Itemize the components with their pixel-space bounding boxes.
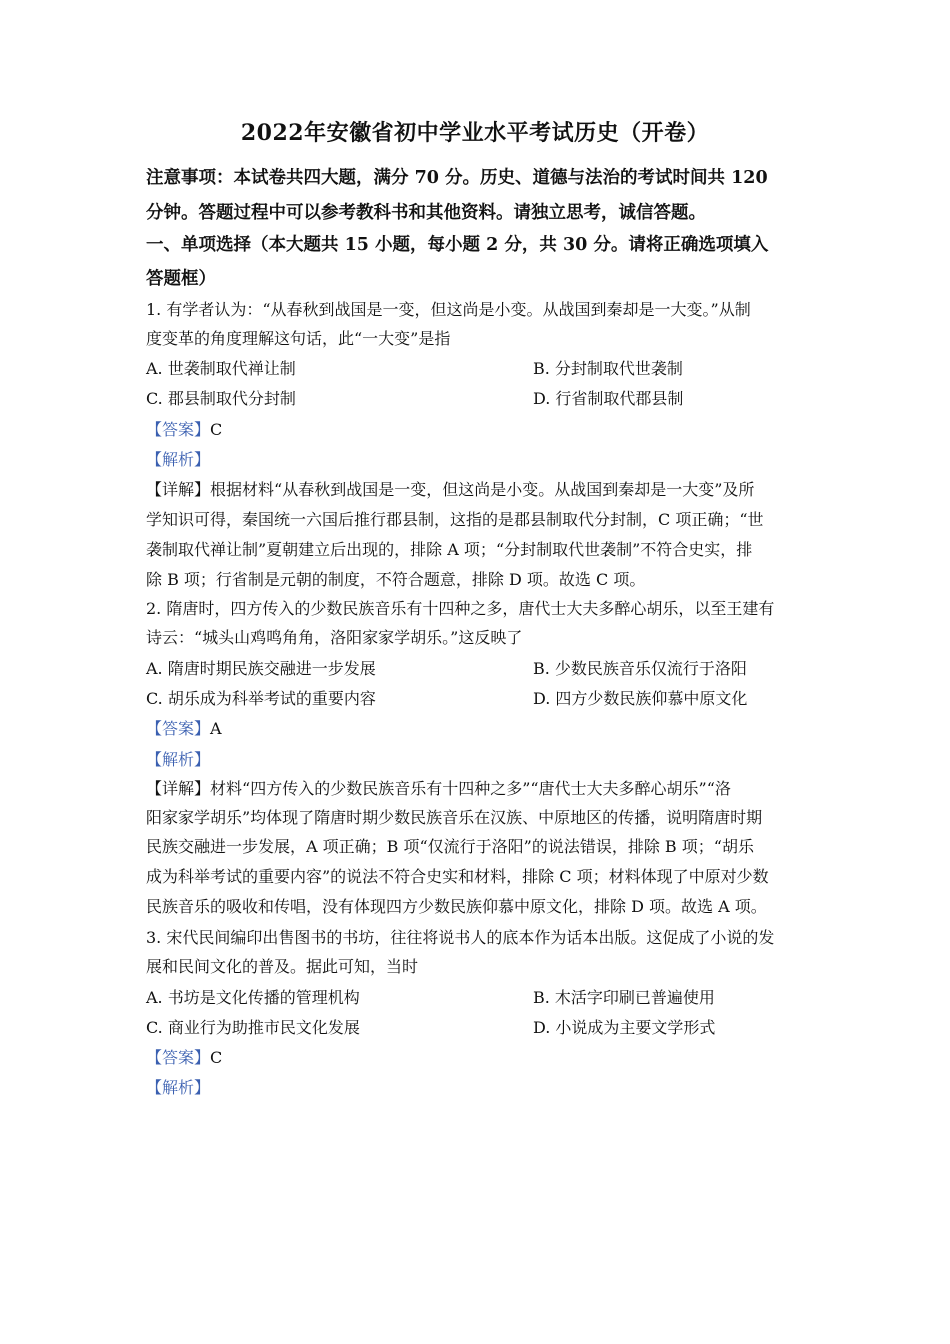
detail-text: 材料“四方传入的少数民族音乐有十四种之多”“唐代士大夫多醉心胡乐”“洛 — [210, 779, 731, 798]
question-1-option-a: A. 世袭制取代禅让制 — [146, 359, 296, 378]
document-title: 2022年安徽省初中学业水平考试历史（开卷） — [240, 120, 710, 146]
question-1-detail-line-3: 袭制取代禅让制”夏朝建立后出现的，排除 A 项；“分封制取代世袭制”不符合史实，排 — [146, 540, 753, 559]
analysis-label: 【解析】 — [146, 1078, 211, 1097]
question-3-stem-line-2: 展和民间文化的普及。据此可知，当时 — [146, 957, 419, 976]
question-2-option-c: C. 胡乐成为科举考试的重要内容 — [146, 689, 376, 708]
question-3-option-d: D. 小说成为主要文学形式 — [533, 1018, 716, 1037]
question-1-detail-line-2: 学知识可得，秦国统一六国后推行郡县制，这指的是郡县制取代分封制，C 项正确；“世 — [146, 510, 764, 529]
question-1-answer — [146, 417, 222, 440]
question-1-stem-line-1: 1. 有学者认为：“从春秋到战国是一变，但这尚是小变。从战国到秦却是一大变。”从制 — [146, 300, 751, 319]
question-2-detail-line-3: 民族交融进一步发展，A 项正确；B 项“仅流行于洛阳”的说法错误，排除 B 项；“胡乐 — [146, 837, 754, 856]
analysis-label: 【解析】 — [146, 450, 211, 469]
detail-label: 【详解】 — [146, 480, 211, 499]
question-2-stem-line-2: 诗云：“城头山鸡鸣角角，洛阳家家学胡乐。”这反映了 — [146, 628, 523, 647]
question-2-option-d: D. 四方少数民族仰慕中原文化 — [533, 689, 748, 708]
question-2-option-a: A. 隋唐时期民族交融进一步发展 — [146, 659, 376, 678]
answer-label: 【答案】 — [146, 1048, 211, 1067]
question-3-stem-line-1: 3. 宋代民间编印出售图书的书坊，往往将说书人的底本作为话本出版。这促成了小说的发 — [146, 928, 775, 947]
question-1-option-c: C. 郡县制取代分封制 — [146, 389, 296, 408]
question-1-stem-line-2: 度变革的角度理解这句话，此“一大变”是指 — [146, 329, 451, 348]
question-1-analysis — [146, 447, 210, 470]
question-3-answer — [146, 1045, 222, 1068]
question-2-detail-line-4: 成为科举考试的重要内容”的说法不符合史实和材料，排除 C 项；材料体现了中原对少数 — [146, 867, 769, 886]
detail-label: 【详解】 — [146, 779, 211, 798]
question-2-option-b: B. 少数民族音乐仅流行于洛阳 — [533, 659, 747, 678]
question-3-option-b: B. 木活字印刷已普遍使用 — [533, 988, 715, 1007]
question-2-detail-line-5: 民族音乐的吸收和传唱，没有体现四方少数民族仰慕中原文化，排除 D 项。故选 A 项。 — [146, 897, 767, 916]
question-3-option-c: C. 商业行为助推市民文化发展 — [146, 1018, 360, 1037]
section-heading-line-2: 答题框） — [146, 269, 216, 289]
answer-label: 【答案】 — [146, 719, 211, 738]
question-1-detail-line-4: 除 B 项；行省制是元朝的制度，不符合题意，排除 D 项。故选 C 项。 — [146, 570, 646, 589]
question-2-analysis — [146, 747, 210, 770]
question-1-option-d: D. 行省制取代郡县制 — [533, 389, 684, 408]
question-2-detail-line-2: 阳家家学胡乐”均体现了隋唐时期少数民族音乐在汉族、中原地区的传播，说明隋唐时期 — [146, 808, 763, 827]
answer-value: A — [210, 719, 222, 738]
notice-line-2: 分钟。答题过程中可以参考教科书和其他资料。请独立思考，诚信答题。 — [146, 203, 706, 223]
answer-label: 【答案】 — [146, 420, 211, 439]
question-2-detail-line-1 — [146, 776, 731, 799]
section-heading-line-1: 一、单项选择（本大题共 15 小题，每小题 2 分，共 30 分。请将正确选项填入 — [146, 235, 769, 255]
analysis-label: 【解析】 — [146, 750, 211, 769]
question-3-option-a: A. 书坊是文化传播的管理机构 — [146, 988, 360, 1007]
question-1-option-b: B. 分封制取代世袭制 — [533, 359, 683, 378]
question-2-answer — [146, 716, 222, 739]
question-2-stem-line-1: 2. 隋唐时，四方传入的少数民族音乐有十四种之多，唐代士大夫多醉心胡乐，以至王建有 — [146, 599, 775, 618]
detail-text: 根据材料“从春秋到战国是一变，但这尚是小变。从战国到秦却是一大变”及所 — [210, 480, 755, 499]
question-3-analysis — [146, 1075, 210, 1098]
question-1-detail-line-1 — [146, 477, 754, 500]
answer-value: C — [210, 420, 223, 439]
notice-line-1: 注意事项：本试卷共四大题，满分 70 分。历史、道德与法治的考试时间共 120 — [146, 168, 768, 188]
answer-value: C — [210, 1048, 223, 1067]
